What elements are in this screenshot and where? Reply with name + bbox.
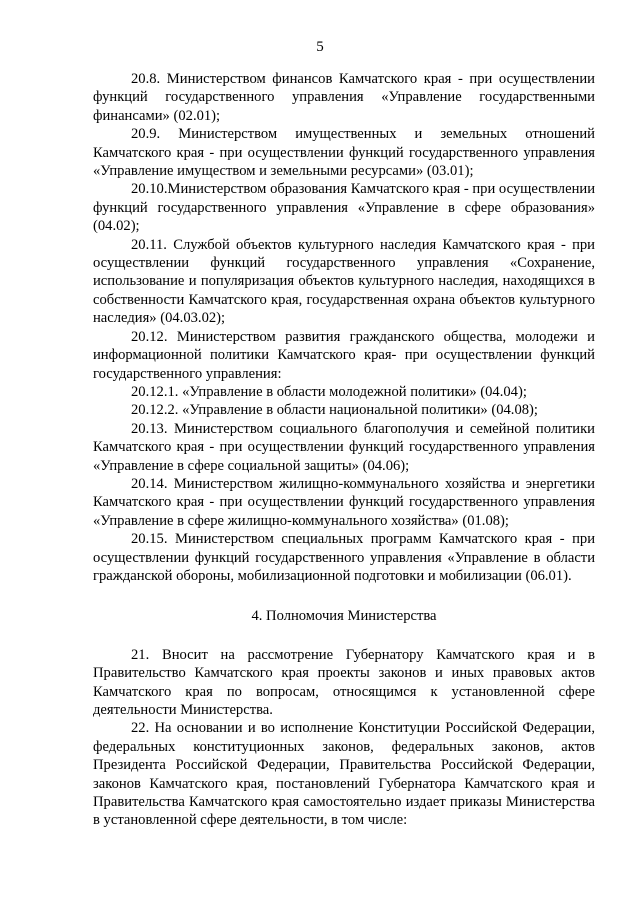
paragraph-20-9: 20.9. Министерством имущественных и земельных отношений Камчатского края - при осуществлении функций государственного управления «Управление имуществом и земельными ресурсами» (03.01);: [93, 126, 595, 180]
section-heading: 4. Полномочия Министерства: [251, 608, 437, 625]
paragraph-20-10: 20.10.Министерством образования Камчатского края - при осуществлении функций государственного управления «Управление в сфере образования» (04.02);: [93, 181, 595, 235]
paragraph-22: 22. На основании и во исполнение Конституции Российской Федерации, федеральных конституционных законов, федеральных законов, актов Президента Российской Федерации, Правительства Российской Федерации, законов Камчатского края, постановлений Губернатора Камчатского края и Правительства Камчатского края самостоятельно издает приказы Министерства в установленной сфере деятельности, в том числе:: [93, 720, 595, 829]
paragraph-21: 21. Вносит на рассмотрение Губернатору Камчатского края и в Правительство Камчатского края проекты законов и иных правовых актов Камчатского края по вопросам, относящимся к установленной сфере деятельности Министерства.: [93, 646, 595, 718]
paragraph-20-15: 20.15. Министерством специальных программ Камчатского края - при осуществлении функций государственного управления «Управление в области гражданской обороны, мобилизационной подготовки и мобилизации (06.01).: [93, 531, 595, 584]
paragraph-20-11: 20.11. Службой объектов культурного наследия Камчатского края - при осуществлении функций государственного управления «Сохранение, использование и популяризация объектов культурного наследия, находящихся в собственности Камчатского края, государственная охрана объектов культурного наследия» (04.03.02);: [93, 236, 595, 327]
paragraph-20-12-2: 20.12.2. «Управление в области национальной политики» (04.08);: [131, 402, 538, 419]
paragraph-20-12-1: 20.12.1. «Управление в области молодежной политики» (04.04);: [131, 383, 527, 400]
paragraph-20-13: 20.13. Министерством социального благополучия и семейной политики Камчатского края - при осуществлении функций государственного управления «Управление в сфере социальной защиты» (04.06);: [93, 420, 595, 474]
page-number: 5: [316, 39, 324, 55]
paragraph-20-14: 20.14. Министерством жилищно-коммунального хозяйства и энергетики Камчатского края - при осуществлении функций государственного управления «Управление в сфере жилищно-коммунального хозяйства» (01.08);: [93, 475, 595, 529]
document-body: [93, 70, 595, 830]
paragraph-20-12: 20.12. Министерством развития гражданского общества, молодежи и информационной политики Камчатского края- при осуществлении функций государственного управления:: [93, 328, 595, 382]
paragraph-20-8: 20.8. Министерством финансов Камчатского края - при осуществлении функций государственного управления «Управление государственными финансами» (02.01);: [93, 71, 595, 124]
